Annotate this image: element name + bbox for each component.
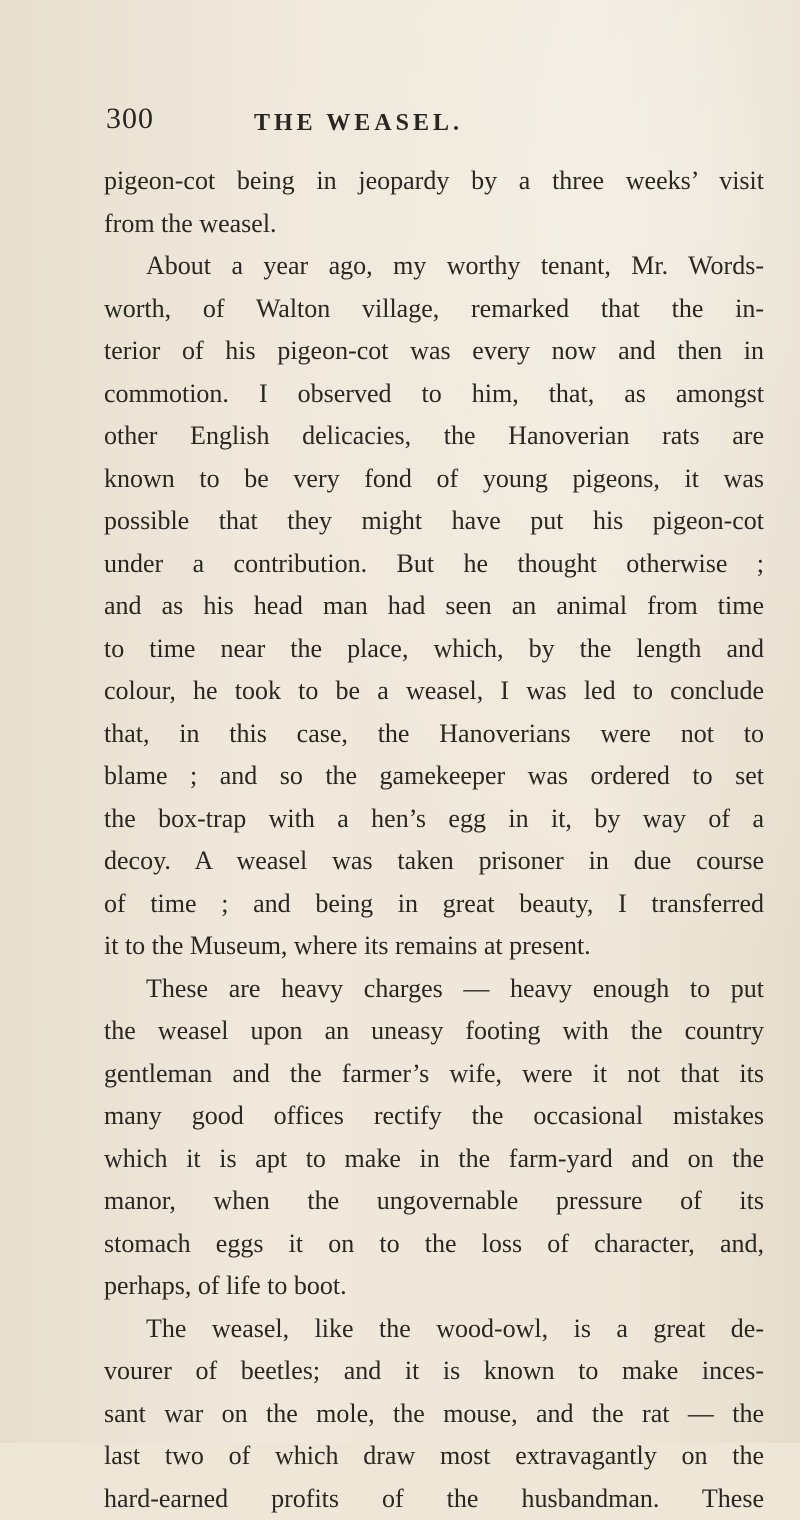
text-line: known to be very fond of young pigeons, it was [104,458,764,501]
page-header [106,102,726,146]
text-line: of time ; and being in great beauty, I transferred [104,883,764,926]
text-line: gentleman and the farmer’s wife, were it not that its [104,1053,764,1096]
text-line: About a year ago, my worthy tenant, Mr. Words- [104,245,764,288]
text-line: under a contribution. But he thought otherwise ; [104,543,764,586]
page-number: 300 [106,102,154,136]
text-line: These are heavy charges — heavy enough to put [104,968,764,1011]
running-title: THE WEASEL. [254,110,463,137]
text-line: blame ; and so the gamekeeper was ordered to set [104,755,764,798]
text-line: many good offices rectify the occasional mistakes [104,1095,764,1138]
text-line: colour, he took to be a weasel, I was led to conclude [104,670,764,713]
text-line: to time near the place, which, by the length and [104,628,764,671]
text-line: possible that they might have put his pigeon-cot [104,500,764,543]
text-line: it to the Museum, where its remains at present. [104,925,764,968]
text-line: sant war on the mole, the mouse, and the rat — the [104,1393,764,1436]
text-line: the box-trap with a hen’s egg in it, by way of a [104,798,764,841]
body-text [104,160,764,1520]
text-line: decoy. A weasel was taken prisoner in due course [104,840,764,883]
text-line: hard-earned profits of the husbandman. These [104,1478,764,1520]
text-line: commotion. I observed to him, that, as amongst [104,373,764,416]
text-line: worth, of Walton village, remarked that the in- [104,288,764,331]
text-line: the weasel upon an uneasy footing with the country [104,1010,764,1053]
text-line: and as his head man had seen an animal from time [104,585,764,628]
text-line: perhaps, of life to boot. [104,1265,764,1308]
text-line: last two of which draw most extravagantly on the [104,1435,764,1478]
text-line: other English delicacies, the Hanoverian rats are [104,415,764,458]
text-line: stomach eggs it on to the loss of character, and, [104,1223,764,1266]
text-line: vourer of beetles; and it is known to make inces- [104,1350,764,1393]
text-line: which it is apt to make in the farm-yard and on the [104,1138,764,1181]
text-line: The weasel, like the wood-owl, is a great de- [104,1308,764,1351]
text-line: from the weasel. [104,203,764,246]
text-line: terior of his pigeon-cot was every now and then in [104,330,764,373]
text-line: pigeon-cot being in jeopardy by a three weeks’ visit [104,160,764,203]
text-line: manor, when the ungovernable pressure of its [104,1180,764,1223]
text-line: that, in this case, the Hanoverians were not to [104,713,764,756]
